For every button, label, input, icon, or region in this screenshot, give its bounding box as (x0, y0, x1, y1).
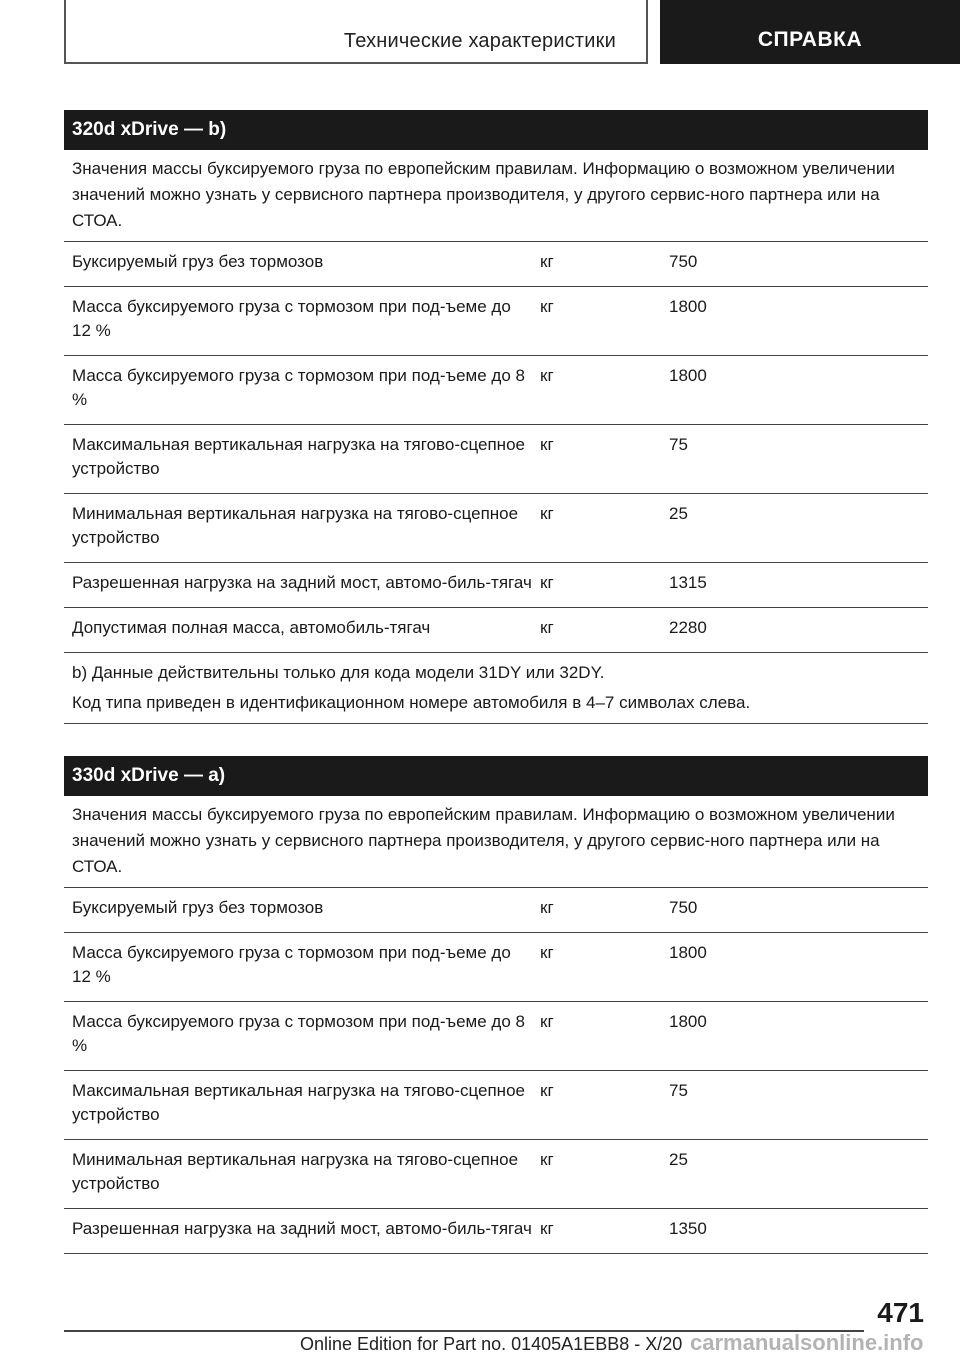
page-number: 471 (877, 1297, 924, 1328)
table-row (64, 563, 928, 608)
row-label: Максимальная вертикальная нагрузка на тягово-сцепное устройство (72, 1081, 525, 1124)
row-label: Максимальная вертикальная нагрузка на тягово-сцепное устройство (72, 435, 525, 478)
row-unit: кг (540, 943, 554, 962)
row-label: Разрешенная нагрузка на задний мост, автомо-биль-тягач (72, 1219, 532, 1238)
row-unit: кг (540, 435, 554, 454)
row-unit: кг (540, 252, 554, 271)
footnote: Код типа приведен в идентификационном номере автомобиля в 4–7 символах слева. (72, 693, 751, 712)
section-title: Технические характеристики (343, 30, 616, 52)
row-value: 25 (669, 1150, 688, 1169)
main-content (64, 110, 928, 1286)
row-label: Масса буксируемого груза с тормозом при под-ъеме до 8 % (72, 366, 525, 409)
watermark: carmanualsonline.info (690, 1330, 924, 1355)
row-label: Буксируемый груз без тормозов (72, 898, 324, 917)
table-row (64, 1002, 928, 1071)
row-value: 75 (669, 1081, 688, 1100)
row-unit: кг (540, 1150, 554, 1169)
row-label: Масса буксируемого груза с тормозом при под-ъеме до 12 % (72, 297, 511, 340)
row-value: 750 (669, 252, 698, 271)
table-row (64, 1209, 928, 1254)
row-value: 1800 (669, 297, 707, 316)
footnote: b) Данные действительны только для кода модели 31DY или 32DY. (72, 663, 605, 682)
spec-block-320d (64, 110, 928, 724)
row-unit: кг (540, 504, 554, 523)
table-row (64, 494, 928, 563)
row-value: 1800 (669, 1012, 707, 1031)
row-value: 25 (669, 504, 688, 523)
row-unit: кг (540, 898, 554, 917)
row-label: Минимальная вертикальная нагрузка на тягово-сцепное устройство (72, 1150, 519, 1193)
block-title: 330d xDrive — a) (64, 756, 928, 796)
row-unit: кг (540, 618, 554, 637)
row-label: Минимальная вертикальная нагрузка на тягово-сцепное устройство (72, 504, 519, 547)
row-value: 2280 (669, 618, 707, 637)
chapter-tab: СПРАВКА (660, 0, 960, 64)
row-label: Масса буксируемого груза с тормозом при под-ъеме до 8 % (72, 1012, 525, 1055)
table-row (64, 1071, 928, 1140)
row-value: 1315 (669, 573, 707, 592)
row-value: 1350 (669, 1219, 707, 1238)
row-label: Масса буксируемого груза с тормозом при под-ъеме до 12 % (72, 943, 511, 986)
row-unit: кг (540, 1081, 554, 1100)
spec-table (64, 242, 928, 653)
edition-text: Online Edition for Part no. 01405A1EBB8 - X/20 (300, 1334, 683, 1354)
spec-table (64, 888, 928, 1254)
row-unit: кг (540, 1012, 554, 1031)
row-value: 1800 (669, 366, 707, 385)
table-row (64, 888, 928, 933)
table-row (64, 608, 928, 653)
row-label: Допустимая полная масса, автомобиль-тягач (72, 618, 431, 637)
row-unit: кг (540, 297, 554, 316)
header-frame (64, 0, 648, 64)
block-note: Значения массы буксируемого груза по европейским правилам. Информацию о возможном увеличении значений можно узнать у сервисного партнера производителя, у другого сервис-ного партнера или на СТОА. (64, 150, 928, 242)
row-value: 1800 (669, 943, 707, 962)
block-title: 320d xDrive — b) (64, 110, 928, 150)
table-row (64, 933, 928, 1002)
footnotes (64, 653, 928, 724)
row-value: 75 (669, 435, 688, 454)
table-row (64, 356, 928, 425)
table-row (64, 242, 928, 287)
row-label: Разрешенная нагрузка на задний мост, автомо-биль-тягач (72, 573, 532, 592)
table-row (64, 287, 928, 356)
row-unit: кг (540, 366, 554, 385)
row-unit: кг (540, 1219, 554, 1238)
block-note: Значения массы буксируемого груза по европейским правилам. Информацию о возможном увеличении значений можно узнать у сервисного партнера производителя, у другого сервис-ного партнера или на СТОА. (64, 796, 928, 888)
row-label: Буксируемый груз без тормозов (72, 252, 324, 271)
table-row (64, 425, 928, 494)
row-value: 750 (669, 898, 698, 917)
row-unit: кг (540, 573, 554, 592)
spec-block-330d (64, 756, 928, 1254)
table-row (64, 1140, 928, 1209)
